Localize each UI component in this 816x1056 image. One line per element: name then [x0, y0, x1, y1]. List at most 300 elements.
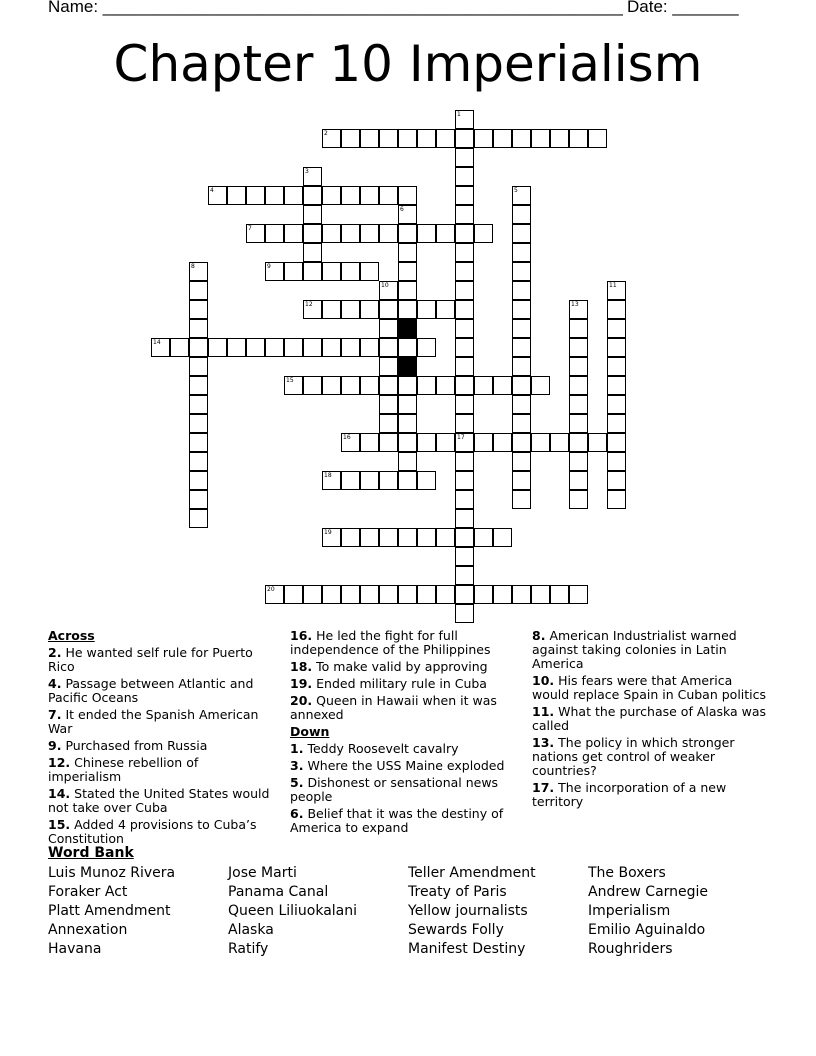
- grid-cell[interactable]: [379, 528, 398, 547]
- grid-cell[interactable]: [417, 376, 436, 395]
- grid-cell[interactable]: [360, 585, 379, 604]
- grid-cell[interactable]: [512, 243, 531, 262]
- page-title: Chapter 10 Imperialism: [113, 35, 703, 93]
- grid-cell[interactable]: [436, 224, 455, 243]
- grid-cell[interactable]: [360, 224, 379, 243]
- grid-cell[interactable]: [341, 585, 360, 604]
- grid-cell[interactable]: [379, 395, 398, 414]
- grid-cell[interactable]: [189, 300, 208, 319]
- clue-item: [532, 629, 772, 671]
- grid-cell[interactable]: [265, 262, 284, 281]
- word-bank-item: Manifest Destiny: [408, 941, 526, 957]
- grid-cell[interactable]: [531, 585, 550, 604]
- grid-cell[interactable]: [284, 186, 303, 205]
- grid-cell[interactable]: [360, 376, 379, 395]
- clue-number: 14: [153, 339, 161, 346]
- date-field-label[interactable]: Date: _______: [627, 0, 739, 16]
- grid-cell[interactable]: [607, 471, 626, 490]
- grid-cell[interactable]: [303, 186, 322, 205]
- grid-cell[interactable]: [569, 452, 588, 471]
- clues-column-2: [290, 629, 515, 838]
- grid-cell[interactable]: [455, 110, 474, 129]
- grid-cell[interactable]: [398, 243, 417, 262]
- grid-cell[interactable]: [322, 528, 341, 547]
- grid-cell[interactable]: [379, 585, 398, 604]
- grid-cell[interactable]: [455, 509, 474, 528]
- clue-num: 18.: [290, 659, 313, 674]
- clue-number: 12: [305, 301, 313, 308]
- clue-num: 10.: [532, 673, 555, 688]
- word-bank-item: Luis Munoz Rivera: [48, 865, 176, 881]
- grid-cell[interactable]: [474, 585, 493, 604]
- grid-cell[interactable]: [607, 414, 626, 433]
- grid-cell[interactable]: [398, 224, 417, 243]
- clue-item: [48, 646, 270, 674]
- grid-cell[interactable]: [455, 471, 474, 490]
- clue-text: His fears were that America would replace Spain in Cuban politics: [532, 673, 767, 702]
- clue-text: Queen in Hawaii when it was annexed: [290, 693, 497, 722]
- grid-cell[interactable]: [455, 281, 474, 300]
- grid-cell[interactable]: [303, 205, 322, 224]
- grid-cell[interactable]: [455, 300, 474, 319]
- grid-cell[interactable]: [569, 357, 588, 376]
- grid-cell[interactable]: [455, 433, 474, 452]
- grid-cell[interactable]: [189, 281, 208, 300]
- grid-cell[interactable]: [398, 414, 417, 433]
- grid-cell[interactable]: [512, 281, 531, 300]
- grid-cell[interactable]: [455, 357, 474, 376]
- grid-cell[interactable]: [607, 433, 626, 452]
- clue-num: 2.: [48, 645, 62, 660]
- grid-cell[interactable]: [607, 357, 626, 376]
- grid-cell[interactable]: [360, 338, 379, 357]
- grid-cell[interactable]: [455, 604, 474, 623]
- grid-cell[interactable]: [227, 338, 246, 357]
- grid-cell[interactable]: [398, 205, 417, 224]
- grid-cell[interactable]: [512, 585, 531, 604]
- grid-cell[interactable]: [284, 585, 303, 604]
- clue-item: [290, 759, 515, 773]
- grid-cell[interactable]: [284, 262, 303, 281]
- grid-cell[interactable]: [531, 433, 550, 452]
- clue-item: [290, 807, 515, 835]
- grid-cell[interactable]: [189, 433, 208, 452]
- grid-cell[interactable]: [398, 452, 417, 471]
- word-bank-heading: Word Bank: [48, 845, 134, 861]
- grid-cell[interactable]: [341, 224, 360, 243]
- name-field-label[interactable]: Name: _______________________________________________________: [48, 0, 623, 16]
- clue-num: 13.: [532, 735, 555, 750]
- word-bank-item: Alaska: [228, 922, 274, 938]
- grid-cell[interactable]: [512, 376, 531, 395]
- grid-cell[interactable]: [379, 129, 398, 148]
- word-bank-item: Roughriders: [588, 941, 673, 957]
- grid-cell[interactable]: [569, 129, 588, 148]
- grid-cell[interactable]: [512, 490, 531, 509]
- clue-text: Purchased from Russia: [65, 738, 208, 753]
- grid-cell[interactable]: [379, 338, 398, 357]
- grid-cell[interactable]: [455, 414, 474, 433]
- clue-number: 10: [381, 282, 389, 289]
- word-bank-item: Foraker Act: [48, 884, 128, 900]
- clue-text: Where the USS Maine exploded: [307, 758, 505, 773]
- grid-cell[interactable]: [550, 433, 569, 452]
- grid-cell[interactable]: [588, 129, 607, 148]
- grid-cell[interactable]: [455, 547, 474, 566]
- black-square: [398, 319, 417, 338]
- grid-cell[interactable]: [189, 490, 208, 509]
- grid-cell[interactable]: [512, 471, 531, 490]
- grid-cell[interactable]: [569, 300, 588, 319]
- clue-num: 6.: [290, 806, 304, 821]
- grid-cell[interactable]: [379, 471, 398, 490]
- grid-cell[interactable]: [322, 471, 341, 490]
- grid-cell[interactable]: [417, 300, 436, 319]
- grid-cell[interactable]: [303, 262, 322, 281]
- clue-item: [532, 674, 772, 702]
- grid-cell[interactable]: [284, 376, 303, 395]
- grid-cell[interactable]: [455, 585, 474, 604]
- grid-cell[interactable]: [284, 224, 303, 243]
- grid-cell[interactable]: [493, 376, 512, 395]
- grid-cell[interactable]: [189, 376, 208, 395]
- grid-cell[interactable]: [208, 186, 227, 205]
- grid-cell[interactable]: [303, 338, 322, 357]
- grid-cell[interactable]: [322, 300, 341, 319]
- grid-cell[interactable]: [512, 129, 531, 148]
- grid-cell[interactable]: [398, 471, 417, 490]
- clue-number: 1: [457, 111, 461, 118]
- clue-text: The policy in which stronger nations get control of weaker countries?: [532, 735, 735, 778]
- grid-cell[interactable]: [246, 186, 265, 205]
- word-bank-column-1: [48, 864, 175, 959]
- grid-cell[interactable]: [303, 376, 322, 395]
- grid-cell[interactable]: [303, 224, 322, 243]
- clue-number: 8: [191, 263, 195, 270]
- grid-cell[interactable]: [455, 243, 474, 262]
- grid-cell[interactable]: [512, 319, 531, 338]
- grid-cell[interactable]: [189, 262, 208, 281]
- clue-item: [290, 677, 515, 691]
- grid-cell[interactable]: [265, 186, 284, 205]
- clue-number: 3: [305, 168, 309, 175]
- grid-cell[interactable]: [436, 129, 455, 148]
- clue-text: Added 4 provisions to Cuba’s Constitution: [48, 817, 257, 846]
- clue-number: 18: [324, 472, 332, 479]
- grid-cell[interactable]: [398, 433, 417, 452]
- grid-cell[interactable]: [455, 205, 474, 224]
- word-bank-item: The Boxers: [588, 865, 666, 881]
- word-bank-item: Platt Amendment: [48, 903, 171, 919]
- grid-cell[interactable]: [322, 129, 341, 148]
- clue-item: [48, 818, 270, 846]
- word-bank-item: Queen Liliuokalani: [228, 903, 358, 919]
- clue-item: [290, 629, 515, 657]
- grid-cell[interactable]: [398, 281, 417, 300]
- grid-cell[interactable]: [455, 395, 474, 414]
- clue-item: [532, 705, 772, 733]
- grid-cell[interactable]: [417, 471, 436, 490]
- grid-cell[interactable]: [398, 129, 417, 148]
- grid-cell[interactable]: [455, 376, 474, 395]
- grid-cell[interactable]: [569, 490, 588, 509]
- clue-num: 17.: [532, 780, 555, 795]
- word-bank-item: Emilio Aguinaldo: [588, 922, 706, 938]
- grid-cell[interactable]: [512, 395, 531, 414]
- grid-cell[interactable]: [322, 186, 341, 205]
- clue-num: 8.: [532, 628, 546, 643]
- grid-cell[interactable]: [550, 585, 569, 604]
- clue-num: 19.: [290, 676, 313, 691]
- grid-cell[interactable]: [493, 433, 512, 452]
- grid-cell[interactable]: [417, 585, 436, 604]
- grid-cell[interactable]: [474, 376, 493, 395]
- clue-item: [290, 742, 515, 756]
- grid-cell[interactable]: [398, 376, 417, 395]
- grid-cell[interactable]: [360, 300, 379, 319]
- clues-column-3: [532, 629, 772, 812]
- grid-cell[interactable]: [512, 433, 531, 452]
- grid-cell[interactable]: [607, 395, 626, 414]
- grid-cell[interactable]: [360, 528, 379, 547]
- clue-num: 12.: [48, 755, 71, 770]
- grid-cell[interactable]: [398, 338, 417, 357]
- clue-number: 15: [286, 377, 294, 384]
- grid-cell[interactable]: [417, 224, 436, 243]
- grid-cell[interactable]: [246, 338, 265, 357]
- grid-cell[interactable]: [189, 395, 208, 414]
- clue-num: 1.: [290, 741, 304, 756]
- clue-item: [48, 739, 270, 753]
- grid-cell[interactable]: [436, 585, 455, 604]
- grid-cell[interactable]: [607, 300, 626, 319]
- grid-cell[interactable]: [474, 528, 493, 547]
- grid-cell[interactable]: [303, 585, 322, 604]
- grid-cell[interactable]: [455, 319, 474, 338]
- grid-cell[interactable]: [360, 262, 379, 281]
- grid-cell[interactable]: [265, 585, 284, 604]
- grid-cell[interactable]: [398, 528, 417, 547]
- clue-num: 7.: [48, 707, 62, 722]
- grid-cell[interactable]: [569, 585, 588, 604]
- grid-cell[interactable]: [398, 395, 417, 414]
- grid-cell[interactable]: [379, 224, 398, 243]
- clue-text: He led the fight for full independence of the Philippines: [290, 628, 491, 657]
- word-bank-item: Treaty of Paris: [408, 884, 507, 900]
- clues-column-1: [48, 629, 270, 849]
- grid-cell[interactable]: [474, 129, 493, 148]
- word-bank-item: Teller Amendment: [408, 865, 536, 881]
- grid-cell[interactable]: [512, 357, 531, 376]
- grid-cell[interactable]: [493, 585, 512, 604]
- grid-cell[interactable]: [151, 338, 170, 357]
- grid-cell[interactable]: [360, 129, 379, 148]
- clue-number: 11: [609, 282, 617, 289]
- grid-cell[interactable]: [512, 262, 531, 281]
- grid-cell[interactable]: [436, 376, 455, 395]
- grid-cell[interactable]: [227, 186, 246, 205]
- grid-cell[interactable]: [474, 433, 493, 452]
- grid-cell[interactable]: [512, 338, 531, 357]
- grid-cell[interactable]: [322, 262, 341, 281]
- grid-cell[interactable]: [322, 585, 341, 604]
- grid-cell[interactable]: [246, 224, 265, 243]
- clue-text: American Industrialist warned against taking colonies in Latin America: [532, 628, 737, 671]
- grid-cell[interactable]: [189, 319, 208, 338]
- grid-cell[interactable]: [322, 376, 341, 395]
- grid-cell[interactable]: [189, 509, 208, 528]
- clue-text: Belief that it was the destiny of America to expand: [290, 806, 504, 835]
- grid-cell[interactable]: [379, 433, 398, 452]
- grid-cell[interactable]: [607, 281, 626, 300]
- grid-cell[interactable]: [436, 300, 455, 319]
- clue-num: 20.: [290, 693, 313, 708]
- grid-cell[interactable]: [360, 186, 379, 205]
- grid-cell[interactable]: [322, 338, 341, 357]
- clue-number: 5: [514, 187, 518, 194]
- grid-cell[interactable]: [398, 186, 417, 205]
- grid-cell[interactable]: [379, 357, 398, 376]
- clue-number: 2: [324, 130, 328, 137]
- grid-cell[interactable]: [417, 433, 436, 452]
- grid-cell[interactable]: [569, 338, 588, 357]
- grid-cell[interactable]: [455, 490, 474, 509]
- grid-cell[interactable]: [379, 281, 398, 300]
- clue-item: [290, 660, 515, 674]
- grid-cell[interactable]: [398, 300, 417, 319]
- clue-text: Teddy Roosevelt cavalry: [307, 741, 459, 756]
- grid-cell[interactable]: [569, 433, 588, 452]
- grid-cell[interactable]: [379, 300, 398, 319]
- clue-text: He wanted self rule for Puerto Rico: [48, 645, 253, 674]
- grid-cell[interactable]: [455, 167, 474, 186]
- grid-cell[interactable]: [417, 528, 436, 547]
- grid-cell[interactable]: [512, 205, 531, 224]
- clue-item: [290, 776, 515, 804]
- grid-cell[interactable]: [455, 528, 474, 547]
- grid-cell[interactable]: [341, 376, 360, 395]
- across-heading: Across: [48, 628, 95, 643]
- grid-cell[interactable]: [417, 129, 436, 148]
- grid-cell[interactable]: [588, 433, 607, 452]
- grid-cell[interactable]: [569, 376, 588, 395]
- grid-cell[interactable]: [493, 129, 512, 148]
- grid-cell[interactable]: [322, 224, 341, 243]
- grid-cell[interactable]: [455, 566, 474, 585]
- grid-cell[interactable]: [303, 243, 322, 262]
- grid-cell[interactable]: [189, 471, 208, 490]
- grid-cell[interactable]: [360, 471, 379, 490]
- grid-cell[interactable]: [493, 528, 512, 547]
- clue-num: 9.: [48, 738, 62, 753]
- grid-cell[interactable]: [303, 167, 322, 186]
- clue-num: 16.: [290, 628, 313, 643]
- grid-cell[interactable]: [265, 338, 284, 357]
- grid-cell[interactable]: [455, 338, 474, 357]
- clue-num: 15.: [48, 817, 71, 832]
- grid-cell[interactable]: [189, 338, 208, 357]
- grid-cell[interactable]: [436, 528, 455, 547]
- grid-cell[interactable]: [341, 338, 360, 357]
- grid-cell[interactable]: [398, 585, 417, 604]
- clue-item: [532, 781, 772, 809]
- grid-cell[interactable]: [455, 262, 474, 281]
- grid-cell[interactable]: [189, 452, 208, 471]
- grid-cell[interactable]: [569, 319, 588, 338]
- grid-cell[interactable]: [398, 262, 417, 281]
- grid-cell[interactable]: [341, 433, 360, 452]
- clue-number: 4: [210, 187, 214, 194]
- grid-cell[interactable]: [455, 148, 474, 167]
- word-bank-item: Annexation: [48, 922, 128, 938]
- grid-cell[interactable]: [341, 471, 360, 490]
- grid-cell[interactable]: [531, 376, 550, 395]
- grid-cell[interactable]: [341, 186, 360, 205]
- grid-cell[interactable]: [569, 414, 588, 433]
- grid-cell[interactable]: [170, 338, 189, 357]
- grid-cell[interactable]: [341, 129, 360, 148]
- clue-num: 11.: [532, 704, 555, 719]
- grid-cell[interactable]: [512, 300, 531, 319]
- clue-text: Ended military rule in Cuba: [316, 676, 487, 691]
- grid-cell[interactable]: [208, 338, 227, 357]
- grid-cell[interactable]: [512, 414, 531, 433]
- grid-cell[interactable]: [303, 300, 322, 319]
- grid-cell[interactable]: [379, 376, 398, 395]
- clue-num: 4.: [48, 676, 62, 691]
- clue-number: 6: [400, 206, 404, 213]
- grid-cell[interactable]: [189, 414, 208, 433]
- word-bank-item: Andrew Carnegie: [588, 884, 709, 900]
- grid-cell[interactable]: [474, 224, 493, 243]
- word-bank-item: Sewards Folly: [408, 922, 504, 938]
- grid-cell[interactable]: [455, 186, 474, 205]
- grid-cell[interactable]: [607, 319, 626, 338]
- grid-cell[interactable]: [512, 186, 531, 205]
- grid-cell[interactable]: [455, 224, 474, 243]
- grid-cell[interactable]: [379, 186, 398, 205]
- grid-cell[interactable]: [512, 224, 531, 243]
- grid-cell[interactable]: [341, 262, 360, 281]
- grid-cell[interactable]: [531, 129, 550, 148]
- grid-cell[interactable]: [341, 528, 360, 547]
- clue-text: Stated the United States would not take over Cuba: [48, 786, 270, 815]
- grid-cell[interactable]: [607, 452, 626, 471]
- grid-cell[interactable]: [455, 129, 474, 148]
- grid-cell[interactable]: [550, 129, 569, 148]
- grid-cell[interactable]: [607, 338, 626, 357]
- grid-cell[interactable]: [417, 338, 436, 357]
- grid-cell[interactable]: [189, 357, 208, 376]
- grid-cell[interactable]: [379, 319, 398, 338]
- grid-cell[interactable]: [607, 490, 626, 509]
- grid-cell[interactable]: [455, 452, 474, 471]
- clue-item: [290, 694, 515, 722]
- grid-cell[interactable]: [379, 414, 398, 433]
- grid-cell[interactable]: [569, 471, 588, 490]
- clue-item: [532, 736, 772, 778]
- black-square: [398, 357, 417, 376]
- grid-cell[interactable]: [512, 452, 531, 471]
- grid-cell[interactable]: [436, 433, 455, 452]
- grid-cell[interactable]: [341, 300, 360, 319]
- grid-cell[interactable]: [607, 376, 626, 395]
- grid-cell[interactable]: [265, 224, 284, 243]
- grid-cell[interactable]: [284, 338, 303, 357]
- clue-num: 14.: [48, 786, 71, 801]
- grid-cell[interactable]: [569, 395, 588, 414]
- grid-cell[interactable]: [360, 433, 379, 452]
